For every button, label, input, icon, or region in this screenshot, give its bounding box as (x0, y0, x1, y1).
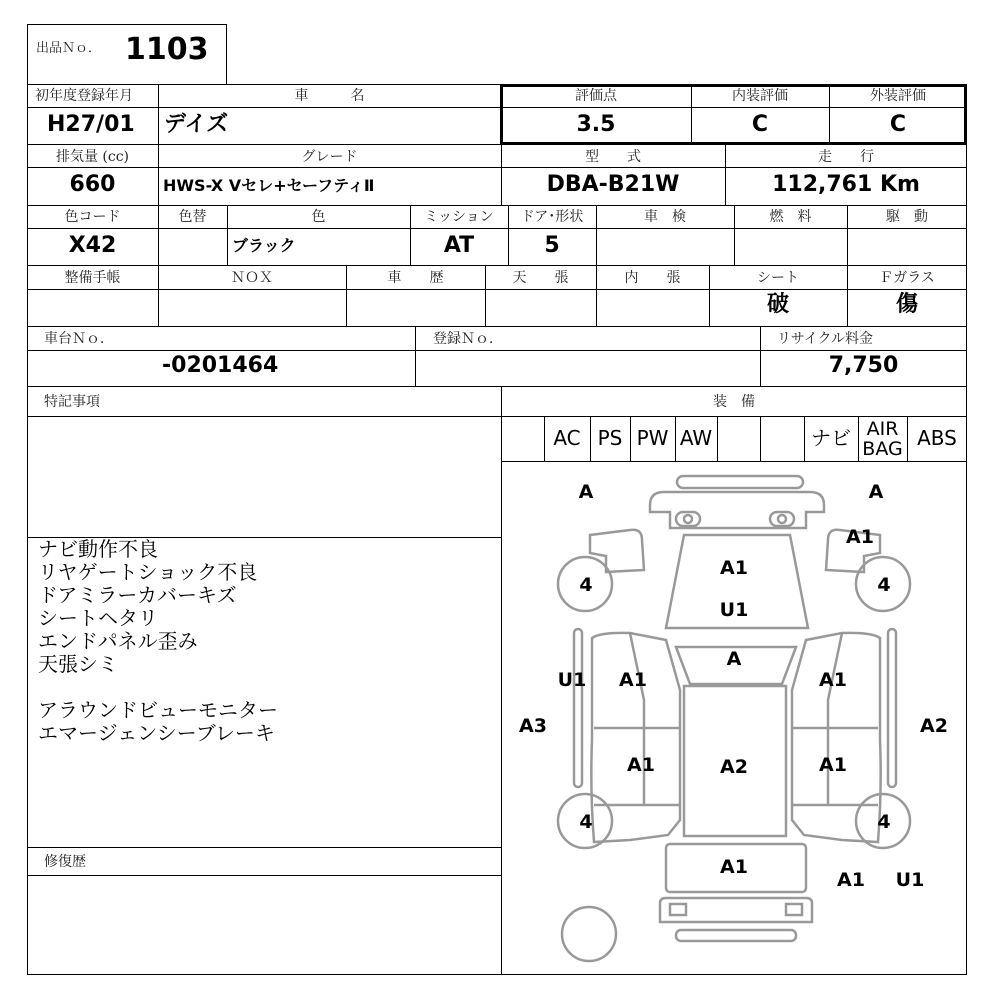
note-line: ナビ動作不良 (38, 537, 158, 561)
notes-label: 特記事項 (44, 394, 100, 410)
front-glass: 傷 (895, 292, 918, 317)
note-line: シートヘタリ (38, 606, 158, 630)
equipment-abs: ABS (917, 426, 957, 450)
tire-tread: 4 (579, 811, 593, 833)
exterior-grade-label: 外装評価 (870, 88, 926, 104)
vehicle-history-label: 車 歴 (387, 270, 444, 286)
drive-label: 駆 動 (886, 209, 928, 225)
equipment-ac: AC (553, 426, 581, 450)
equipment-navi: ナビ (811, 426, 851, 450)
headliner-label: 天 張 (512, 270, 569, 286)
chassis-number: -0201464 (162, 353, 279, 378)
condition-code: A3 (519, 715, 547, 737)
inspection-label: 車 検 (644, 209, 686, 225)
note-line: エンドパネル歪み (38, 629, 198, 653)
tire-tread: 4 (579, 574, 593, 596)
note-line: リヤゲートショック不良 (38, 560, 258, 584)
recycle-fee: 7,750 (828, 353, 899, 378)
condition-code: A1 (720, 856, 748, 878)
note-line: 天張シミ (38, 652, 118, 676)
seat: 破 (766, 292, 789, 317)
equipment-ps: PS (597, 426, 623, 450)
score-label: 評価点 (575, 88, 617, 104)
lot-number: 1103 (125, 32, 209, 67)
condition-code: U1 (895, 869, 925, 891)
exterior-grade: C (889, 112, 907, 137)
equipment-pw: PW (636, 426, 669, 450)
grade-label: グレード (301, 149, 358, 165)
interior-grade: C (751, 112, 769, 137)
service-book-label: 整備手帳 (64, 270, 121, 286)
registration-number-label: 登録Ｎｏ． (433, 331, 503, 347)
first-registration-label: 初年度登録年月 (35, 88, 133, 104)
color: ブラック (232, 236, 296, 255)
condition-code: A1 (819, 669, 847, 691)
condition-code: A2 (920, 715, 948, 737)
condition-code: A (868, 481, 884, 503)
condition-code: A1 (720, 557, 748, 579)
transmission-label: ミッション (424, 209, 494, 225)
displacement: 660 (69, 172, 116, 197)
mileage: 112,761 Km (772, 172, 920, 197)
doors: 5 (544, 233, 560, 258)
mileage-label: 走 行 (818, 149, 874, 165)
note-line: ドアミラーカバーキズ (38, 583, 237, 607)
score: 3.5 (576, 112, 616, 137)
tire-tread: 4 (877, 811, 891, 833)
equipment-aw: AW (679, 426, 713, 450)
color-label: 色 (311, 209, 326, 225)
condition-code: A1 (837, 869, 865, 891)
car-name-label: 車 名 (294, 88, 365, 104)
condition-code: A1 (619, 669, 647, 691)
equipment-label: 装 備 (713, 394, 755, 410)
condition-code: A1 (846, 526, 874, 548)
note-line: アラウンドビューモニター (38, 698, 278, 722)
interior-trim-label: 内 張 (624, 270, 681, 286)
condition-code: A (578, 481, 594, 503)
first-registration: H27/01 (47, 112, 135, 137)
condition-code: A (726, 648, 742, 670)
condition-code: A2 (720, 756, 748, 778)
repaint-label: 色替 (178, 209, 207, 225)
displacement-label: 排気量 (cc) (55, 149, 130, 165)
note-line: エマージェンシーブレーキ (38, 721, 275, 745)
model-code: DBA-B21W (546, 172, 680, 197)
grade: HWS-X Vセレ+セーフティⅡ (163, 176, 375, 195)
equipment-airbag: AIR BAG (862, 418, 903, 460)
condition-code: A1 (627, 754, 655, 776)
interior-grade-label: 内装評価 (732, 88, 788, 104)
chassis-number-label: 車台Ｎｏ． (44, 331, 114, 347)
car-name: デイズ (164, 112, 229, 137)
transmission: AT (443, 233, 475, 258)
model-code-label: 型 式 (585, 149, 641, 165)
front-glass-label: Ｆガラス (879, 270, 935, 286)
seat-label: シート (757, 270, 799, 286)
tire-tread: 4 (877, 574, 891, 596)
condition-code: U1 (719, 599, 749, 621)
color-code-label: 色コード (64, 209, 121, 225)
nox-label: ＮＯＸ (231, 270, 273, 286)
repair-history-label: 修復歴 (44, 854, 86, 870)
doors-label: ドア･形状 (520, 209, 584, 225)
color-code: X42 (68, 233, 117, 258)
fuel-label: 燃 料 (769, 209, 812, 225)
condition-code: A1 (819, 754, 847, 776)
lot-number-label: 出品Ｎｏ． (36, 41, 102, 56)
recycle-fee-label: リサイクル料金 (777, 331, 874, 347)
condition-code: U1 (557, 669, 587, 691)
